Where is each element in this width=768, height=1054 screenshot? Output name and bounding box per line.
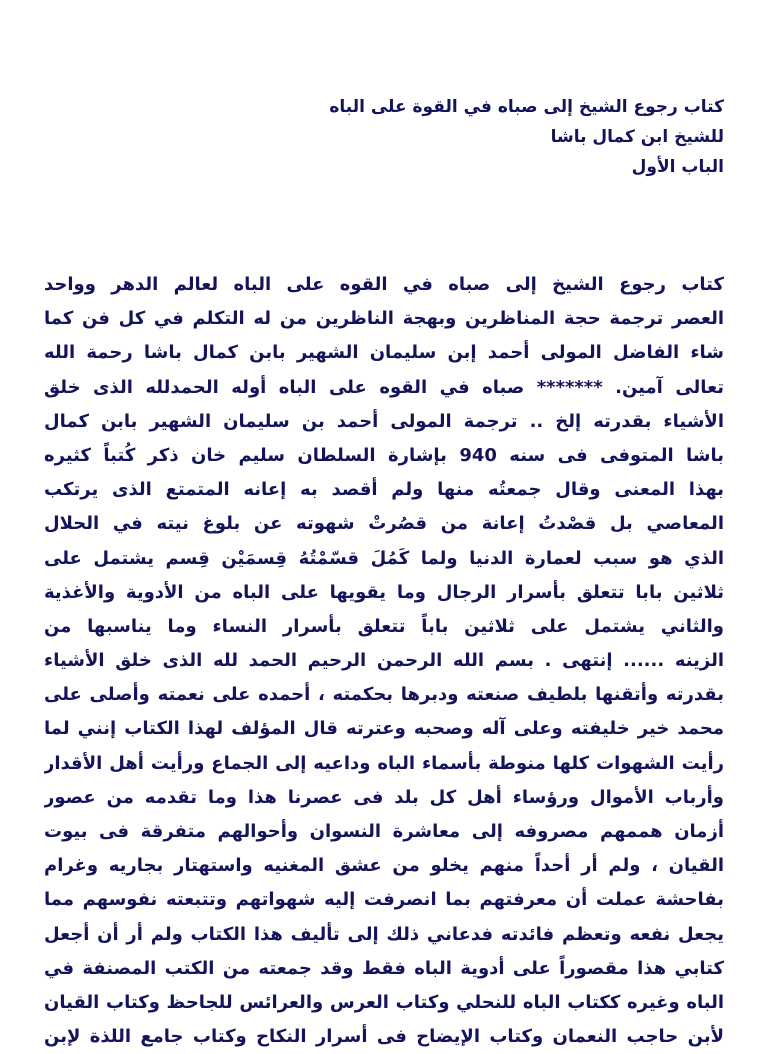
text-line: كتاب رجوع الشيخ إلى صباه في القوه على الباه لعالم الدهر وواحد [44,274,724,295]
document-header [124,92,724,182]
text-line: الأشياء بقدرته إلخ .. ترجمة المولى أحمد بن سليمان الشهير بابن كمال [44,410,724,432]
text-line: العصر ترجمة حجة المناظرين وبهجة الناظرين من له التكلم في كل فن كما [44,308,724,330]
text-line: بقدرته وأتقنها بلطيف صنعته ودبرها بحكمته ، أحمده على نعمته وأصلى على [44,684,724,706]
text-line: بفاحشة عملت أن معرفتهم بما انصرفت إليه شهواتهم وتتبعته نفوسهم مما [44,889,724,911]
text-line: يجعل نفعه وتعظم فائدته فدعاني ذلك إلى تأليف هذا الكتاب ولم أر أن أجعل [44,923,724,945]
body-text [44,268,724,1054]
text-line: القيان ، ولم أر أحداً منهم يخلو من عشق المغنيه واستهتار بجاريه وغرام [44,855,724,877]
text-line: الزينه ...... إنتهى . بسم الله الرحمن الرحيم الحمد لله الذى خلق الأشياء [44,650,724,672]
text-line: أزمان هممهم مصروفه إلى معاشرة النسوان وأحوالهم متفرقة فى بيوت [44,821,724,842]
book-title: كتاب رجوع الشيخ إلى صباه في القوة على الباه [329,97,724,117]
text-line: باشا المتوفى فى سنه 940 بإشارة السلطان سليم خان ذكر كُتباً كثيره [44,444,724,466]
text-line: وأرباب الأموال ورؤساء أهل كل بلد فى عصرنا هذا وما تقدمه من عصور [44,786,724,808]
text-line: بهذا المعنى وقال جمعتُه منها ولم أقصد به إعانه المتمتع الذى يرتكب [44,479,724,501]
text-line: لأبن حاجب النعمان وكتاب الإيضاح فى أسرار النكاح وكتاب جامع اللذة لإبن [44,1026,724,1048]
text-line: محمد خير خليفته وعلى آله وصحبه وعترته قال المؤلف لهذا الكتاب إنني لما [44,718,724,740]
text-line: رأيت الشهوات كلها منوطة بأسماء الباه وداعيه إلى الجماع ورأيت أهل الأقدار [44,752,724,774]
text-line: والثاني يشتمل على ثلاثين باباً تتعلق بأسرار النساء وما يناسبها من [44,615,724,637]
text-line: الذي هو سبب لعمارة الدنيا ولما كَمُلَ قسّمْتُهُ قِسمَيْن قِسم يشتمل على [44,547,724,569]
text-line: كتابي هذا مقصوراً على أدوية الباه فقط وقد جمعته من الكتب المصنفة في [44,957,724,979]
text-line: تعالى آمين. ******* صباه في القوه على الباه أوله الحمدلله الذى خلق [44,376,724,398]
text-line: شاء الفاضل المولى أحمد إبن سليمان الشهير بابن كمال باشا رحمة الله [44,342,724,364]
text-line: المعاصي بل قصْدتُ إعانة من قصُرتْ شهوته عن بلوغ نيته في الحلال [44,513,724,535]
text-line: ثلاثين بابا تتعلق بأسرار الرجال وما يقويها على الباه من الأدوية والأغذية [44,581,724,603]
book-author: للشيخ ابن كمال باشا [550,127,724,147]
text-line: الباه وغيره ككتاب الباه للنحلي وكتاب العرس والعرائس للجاحظ وكتاب القيان [44,991,724,1013]
chapter-title: الباب الأول [631,157,724,177]
